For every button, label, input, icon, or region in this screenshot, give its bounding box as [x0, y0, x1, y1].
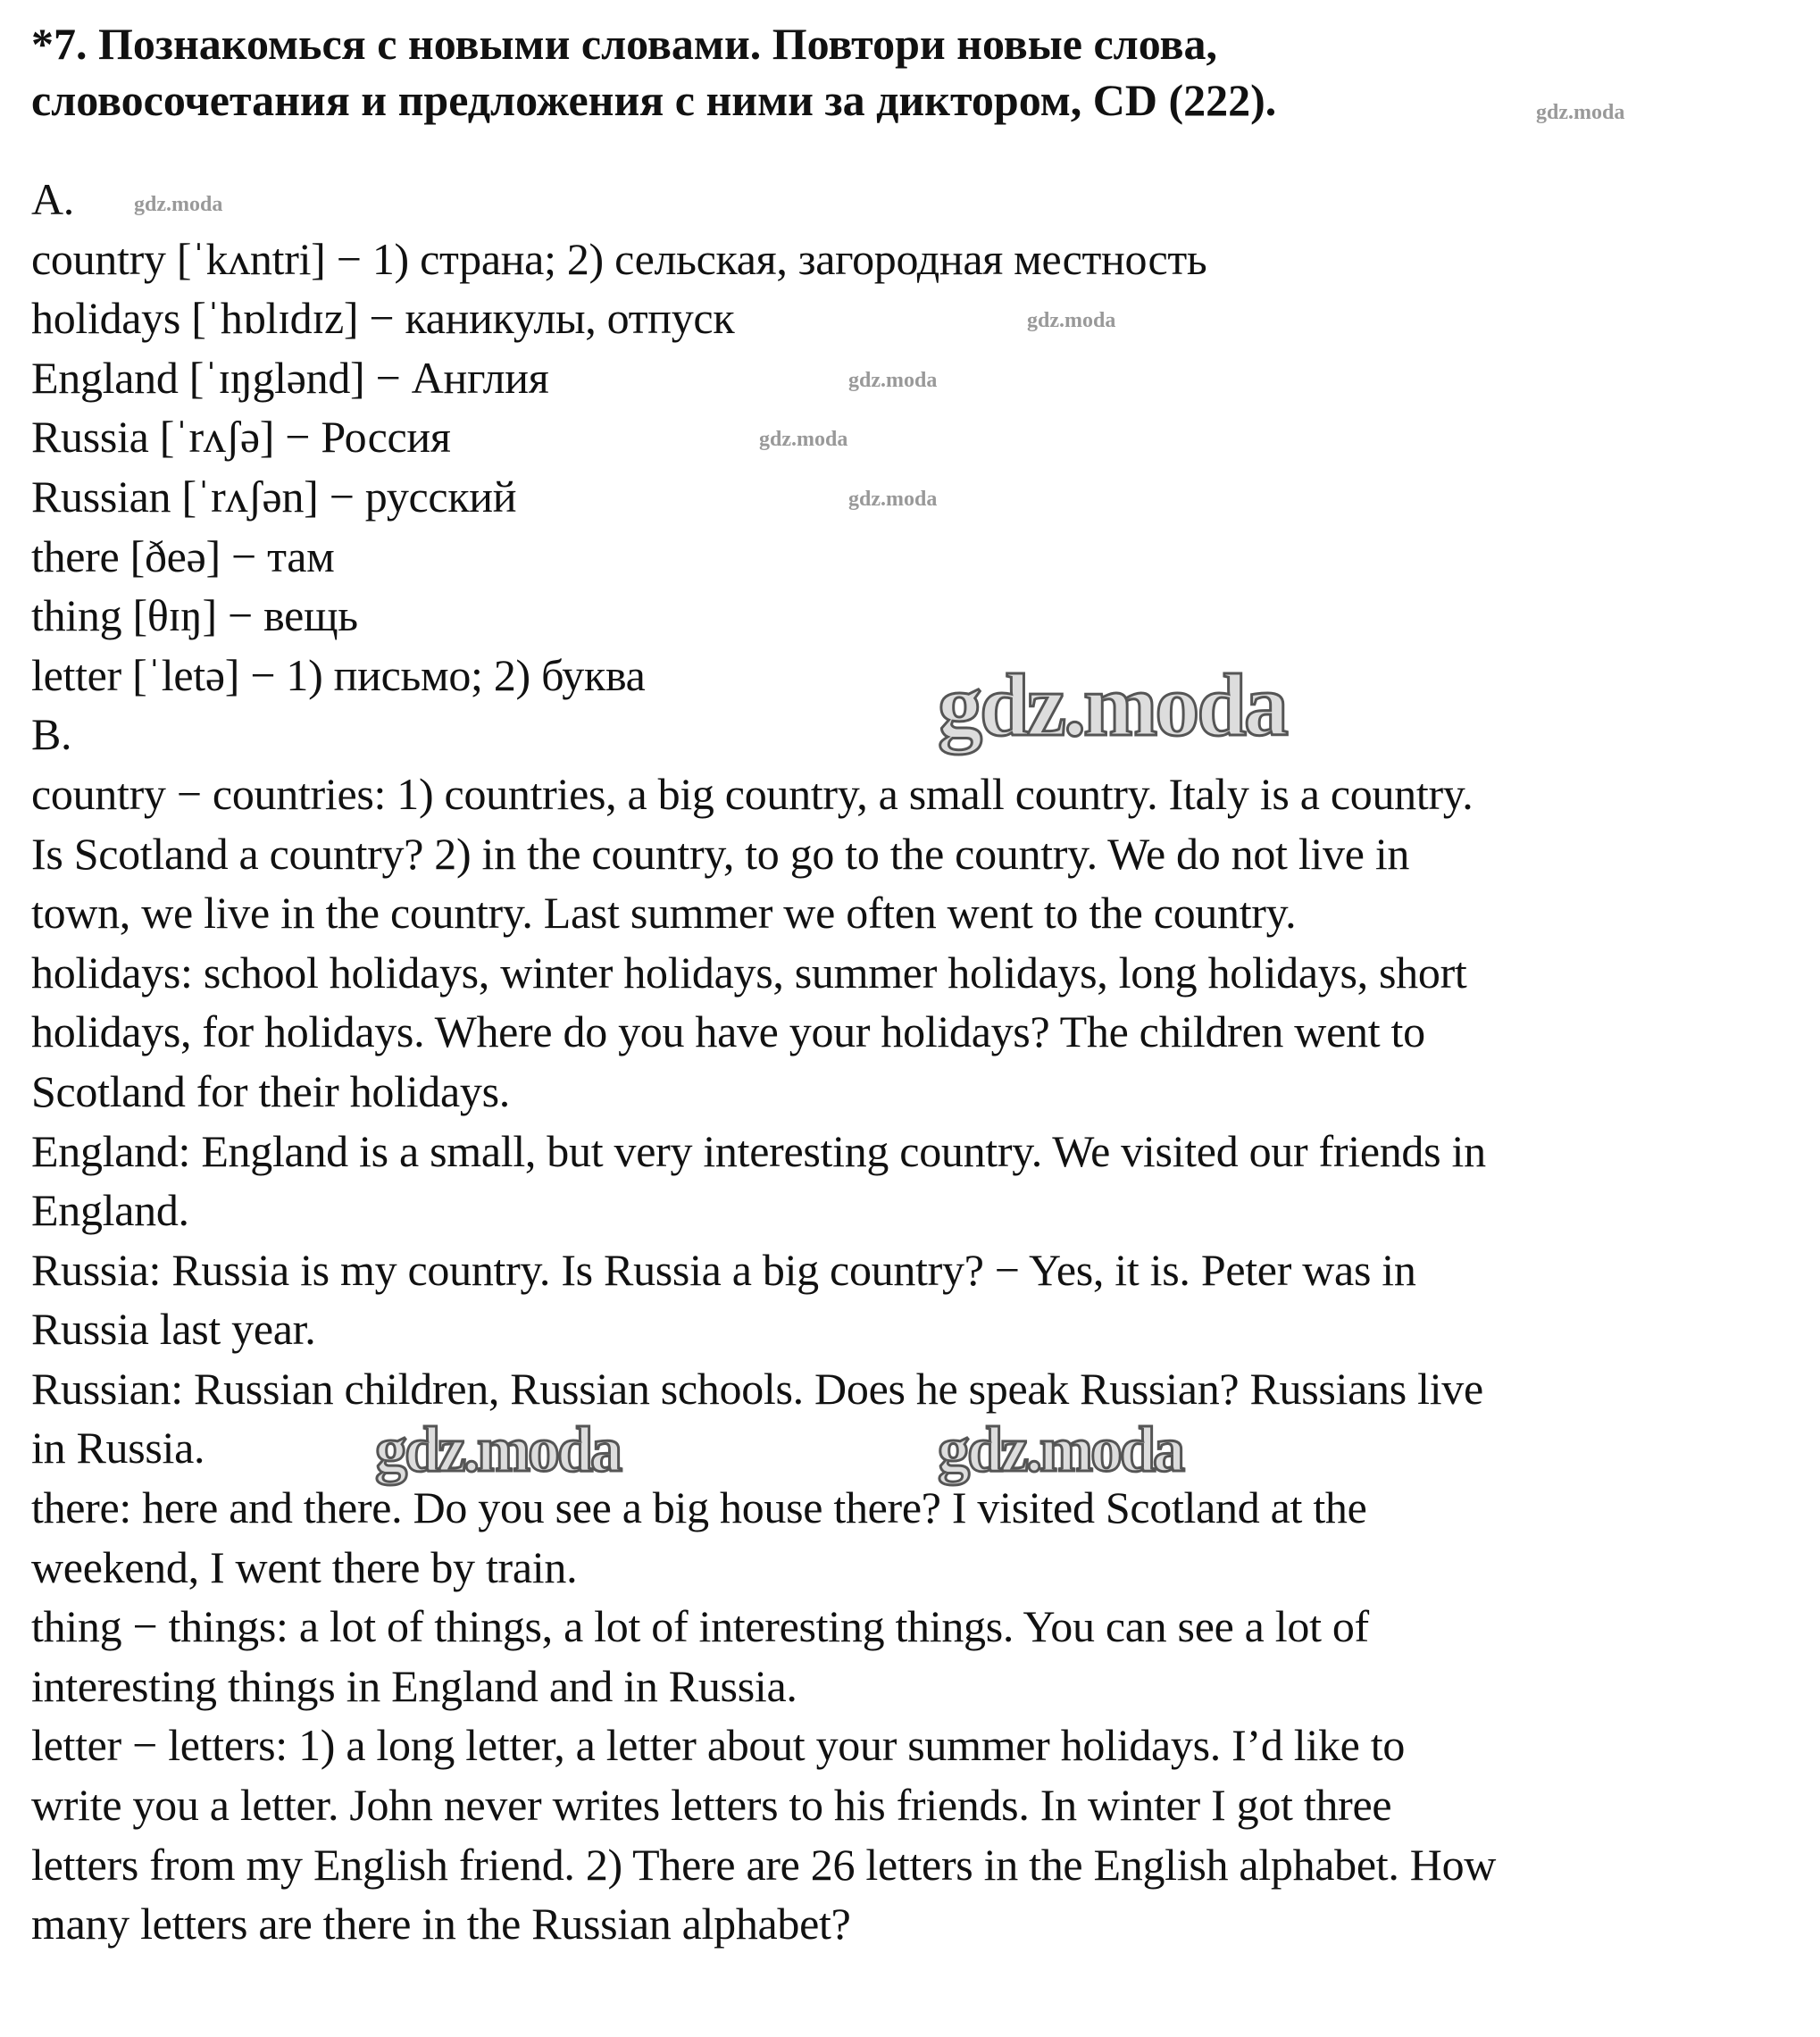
text-line: Russia: Russia is my country. Is Russia a big country? − Yes, it is. Peter was in [31, 1244, 1416, 1295]
text-line: Is Scotland a country? 2) in the country, to go to the country. We do not live in [31, 828, 1410, 879]
watermark-small: gdz.moda [759, 428, 848, 451]
text-line: country [ˈkʌntri] − 1) страна; 2) сельская, загородная местность [31, 233, 1207, 284]
text-line: write you a letter. John never writes letters to his friends. In winter I got three [31, 1780, 1392, 1831]
text-line: Russia [ˈrʌʃə] − Россия [31, 412, 451, 463]
watermark-large: gdz.moda [938, 1414, 1183, 1485]
text-line: letters from my English friend. 2) There are 26 letters in the English alphabet. How [31, 1839, 1497, 1890]
text-line: England: England is a small, but very interesting country. We visited our friends in [31, 1125, 1486, 1176]
text-line: A. [31, 174, 75, 224]
title-line-1: *7. Познакомься с новыми словами. Повтори новые слова, [31, 19, 1217, 69]
text-line: Scotland for their holidays. [31, 1065, 510, 1116]
text-line: country − countries: 1) countries, a big country, a small country. Italy is a country. [31, 768, 1474, 819]
text-line: holidays, for holidays. Where do you have your holidays? The children went to [31, 1006, 1425, 1057]
watermark-small: gdz.moda [848, 369, 938, 392]
exercise-title [31, 16, 1276, 129]
text-line: England [ˈɪŋglənd] − Англия [31, 352, 549, 403]
text-line: Russian [ˈrʌʃən] − русский [31, 471, 517, 522]
text-line: holidays [ˈhɒlɪdɪz] − каникулы, отпуск [31, 293, 735, 344]
text-line: B. [31, 709, 72, 760]
text-line: holidays: school holidays, winter holidays, summer holidays, long holidays, short [31, 947, 1467, 998]
text-line: weekend, I went there by train. [31, 1541, 578, 1592]
watermark-large: gdz.moda [375, 1414, 621, 1485]
title-line-2: словосочетания и предложения с ними за диктором, CD (222). [31, 75, 1277, 125]
watermark-small: gdz.moda [848, 488, 938, 511]
text-line: thing [θɪŋ] − вещь [31, 590, 358, 641]
text-line: interesting things in England and in Russia. [31, 1660, 797, 1711]
text-line: England. [31, 1185, 189, 1236]
text-line: there: here and there. Do you see a big house there? I visited Scotland at the [31, 1482, 1367, 1533]
text-line: Russia last year. [31, 1304, 316, 1355]
watermark-large: gdz.moda [938, 655, 1286, 755]
text-line: letter − letters: 1) a long letter, a letter about your summer holidays. I’d like to [31, 1720, 1406, 1771]
text-line: in Russia. [31, 1423, 205, 1473]
text-line: many letters are there in the Russian alphabet? [31, 1899, 851, 1949]
text-line: letter [ˈletə] − 1) письмо; 2) буква [31, 649, 646, 700]
watermark-small: gdz.moda [1027, 309, 1116, 332]
watermark-small: gdz.moda [1536, 101, 1625, 124]
text-line: town, we live in the country. Last summer we often went to the country. [31, 888, 1297, 939]
text-line: Russian: Russian children, Russian schools. Does he speak Russian? Russians live [31, 1363, 1483, 1414]
text-line: there [ðeə] − там [31, 530, 335, 581]
text-line: thing − things: a lot of things, a lot of interesting things. You can see a lot of [31, 1601, 1369, 1652]
watermark-small: gdz.moda [134, 193, 223, 216]
